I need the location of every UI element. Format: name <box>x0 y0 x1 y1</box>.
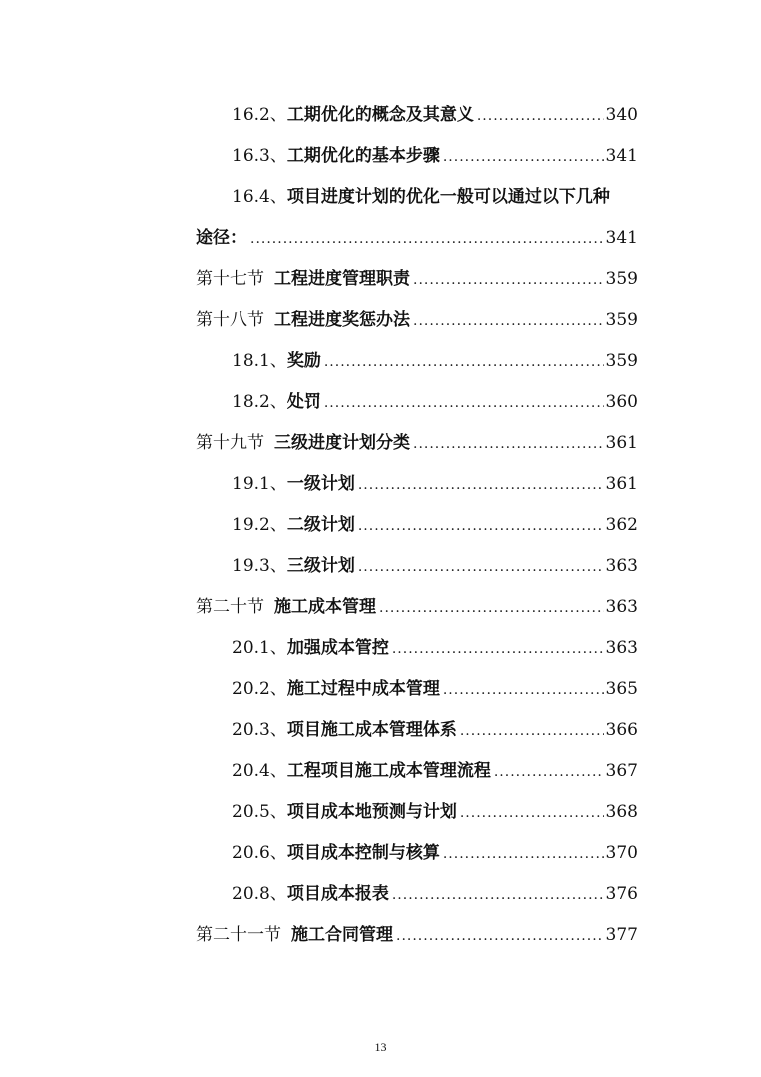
toc-entry-page: 341 <box>605 228 638 248</box>
toc-entry-number: 19.2、 <box>232 515 287 535</box>
toc-entry-number: 第十八节 <box>196 310 264 330</box>
toc-entry-title: 奖励 <box>286 351 321 371</box>
toc-entry-title: 三级进度计划分类 <box>274 433 410 453</box>
toc-entry[interactable] <box>196 254 638 290</box>
toc-entry-title: 工程进度管理职责 <box>274 269 410 289</box>
toc-entry-page: 376 <box>605 884 638 904</box>
toc-entry-title: 项目成本报表 <box>286 884 389 904</box>
dot-leader <box>413 314 604 328</box>
toc-entry-title: 项目成本控制与核算 <box>286 843 440 863</box>
toc-entry[interactable] <box>232 623 638 659</box>
toc-entry-page: 368 <box>605 802 638 822</box>
dot-leader <box>460 806 604 820</box>
toc-entry-number: 20.8、 <box>232 884 287 904</box>
dot-leader <box>358 560 604 574</box>
toc-entry-number: 20.6、 <box>232 843 287 863</box>
toc-entry-title: 加强成本管控 <box>286 638 389 658</box>
toc-entry[interactable] <box>232 377 638 413</box>
dot-leader <box>324 355 604 369</box>
toc-entry-title: 施工过程中成本管理 <box>286 679 440 699</box>
toc-entry-page: 340 <box>605 105 638 125</box>
toc-entry-page: 359 <box>605 310 638 330</box>
toc-entry-page: 362 <box>605 515 638 535</box>
toc-entry-title: 处罚 <box>286 392 321 412</box>
dot-leader <box>324 396 604 410</box>
toc-entry-number: 18.2、 <box>232 392 287 412</box>
toc-entry-page: 360 <box>605 392 638 412</box>
toc-entry-page: 370 <box>605 843 638 863</box>
toc-entry-page: 341 <box>605 146 638 166</box>
toc-entry-title: 项目施工成本管理体系 <box>286 720 457 740</box>
toc-entry[interactable] <box>232 131 638 167</box>
toc-entry-page: 363 <box>605 638 638 658</box>
dot-leader <box>392 888 604 902</box>
toc-entry-number: 第二十节 <box>196 597 264 617</box>
dot-leader <box>358 478 604 492</box>
toc-entry-title: 三级计划 <box>286 556 355 576</box>
toc-entry-number: 途径： <box>196 228 247 248</box>
toc-entry-title: 项目进度计划的优化一般可以通过以下几种 <box>286 187 610 207</box>
toc-entry[interactable] <box>232 459 638 495</box>
toc-entry-number: 20.5、 <box>232 802 287 822</box>
dot-leader <box>494 765 604 779</box>
toc-entry-number: 20.4、 <box>232 761 287 781</box>
dot-leader <box>443 847 604 861</box>
toc-entry[interactable] <box>232 746 638 782</box>
toc-entry-page: 359 <box>605 351 638 371</box>
toc-entry-page: 365 <box>605 679 638 699</box>
toc-entry[interactable] <box>232 828 638 864</box>
dot-leader <box>443 683 604 697</box>
toc-entry[interactable] <box>196 418 638 454</box>
toc-entry-number: 第二十一节 <box>196 925 281 945</box>
toc-entry-number: 16.3、 <box>232 146 287 166</box>
toc-entry[interactable] <box>232 500 638 536</box>
dot-leader <box>477 109 604 123</box>
toc-entry-page: 359 <box>605 269 638 289</box>
toc-entry-page: 363 <box>605 556 638 576</box>
toc-entry[interactable] <box>232 541 638 577</box>
toc-entry[interactable] <box>232 705 638 741</box>
toc-entry-number: 19.1、 <box>232 474 287 494</box>
dot-leader <box>413 437 604 451</box>
toc-entry-page: 367 <box>605 761 638 781</box>
toc-entry-number: 18.1、 <box>232 351 287 371</box>
toc-entry-page: 366 <box>605 720 638 740</box>
toc-entry-number: 16.2、 <box>232 105 287 125</box>
toc-entry[interactable] <box>232 90 638 126</box>
toc-entry-number: 16.4、 <box>232 187 287 207</box>
page-number: 13 <box>374 1040 387 1054</box>
dot-leader <box>379 601 604 615</box>
toc-entry-number: 19.3、 <box>232 556 287 576</box>
toc-entry[interactable] <box>232 787 638 823</box>
toc-entry-number: 第十九节 <box>196 433 264 453</box>
dot-leader <box>443 150 604 164</box>
toc-entry-title: 工期优化的基本步骤 <box>286 146 440 166</box>
toc-entry-continuation[interactable] <box>196 213 638 249</box>
toc-entry-title: 工程项目施工成本管理流程 <box>286 761 491 781</box>
toc-entry-page: 363 <box>605 597 638 617</box>
toc-entry-page: 377 <box>605 925 638 945</box>
toc-entry-number: 第十七节 <box>196 269 264 289</box>
dot-leader <box>358 519 604 533</box>
toc-entry[interactable] <box>232 336 638 372</box>
toc-entry[interactable] <box>232 664 638 700</box>
toc-entry-title: 二级计划 <box>286 515 355 535</box>
toc-entry[interactable] <box>232 869 638 905</box>
toc-entry[interactable] <box>196 910 638 946</box>
toc-entry-title: 一级计划 <box>286 474 355 494</box>
dot-leader <box>250 232 604 246</box>
dot-leader <box>413 273 604 287</box>
dot-leader <box>392 642 604 656</box>
toc-entry-title: 工期优化的概念及其意义 <box>286 105 474 125</box>
dot-leader <box>396 929 604 943</box>
toc-entry-title: 施工成本管理 <box>274 597 376 617</box>
toc-entry-page: 361 <box>605 474 638 494</box>
toc-entry[interactable] <box>196 582 638 618</box>
toc-entry-title: 工程进度奖惩办法 <box>274 310 410 330</box>
toc-entry-number: 20.3、 <box>232 720 287 740</box>
toc-entry[interactable] <box>196 295 638 331</box>
toc-entry-number: 20.1、 <box>232 638 287 658</box>
toc-entry-page: 361 <box>605 433 638 453</box>
toc-entry-number: 20.2、 <box>232 679 287 699</box>
toc-entry-title: 项目成本地预测与计划 <box>286 802 457 822</box>
toc-entry[interactable] <box>232 172 638 208</box>
dot-leader <box>460 724 604 738</box>
toc-entry-title: 施工合同管理 <box>291 925 393 945</box>
